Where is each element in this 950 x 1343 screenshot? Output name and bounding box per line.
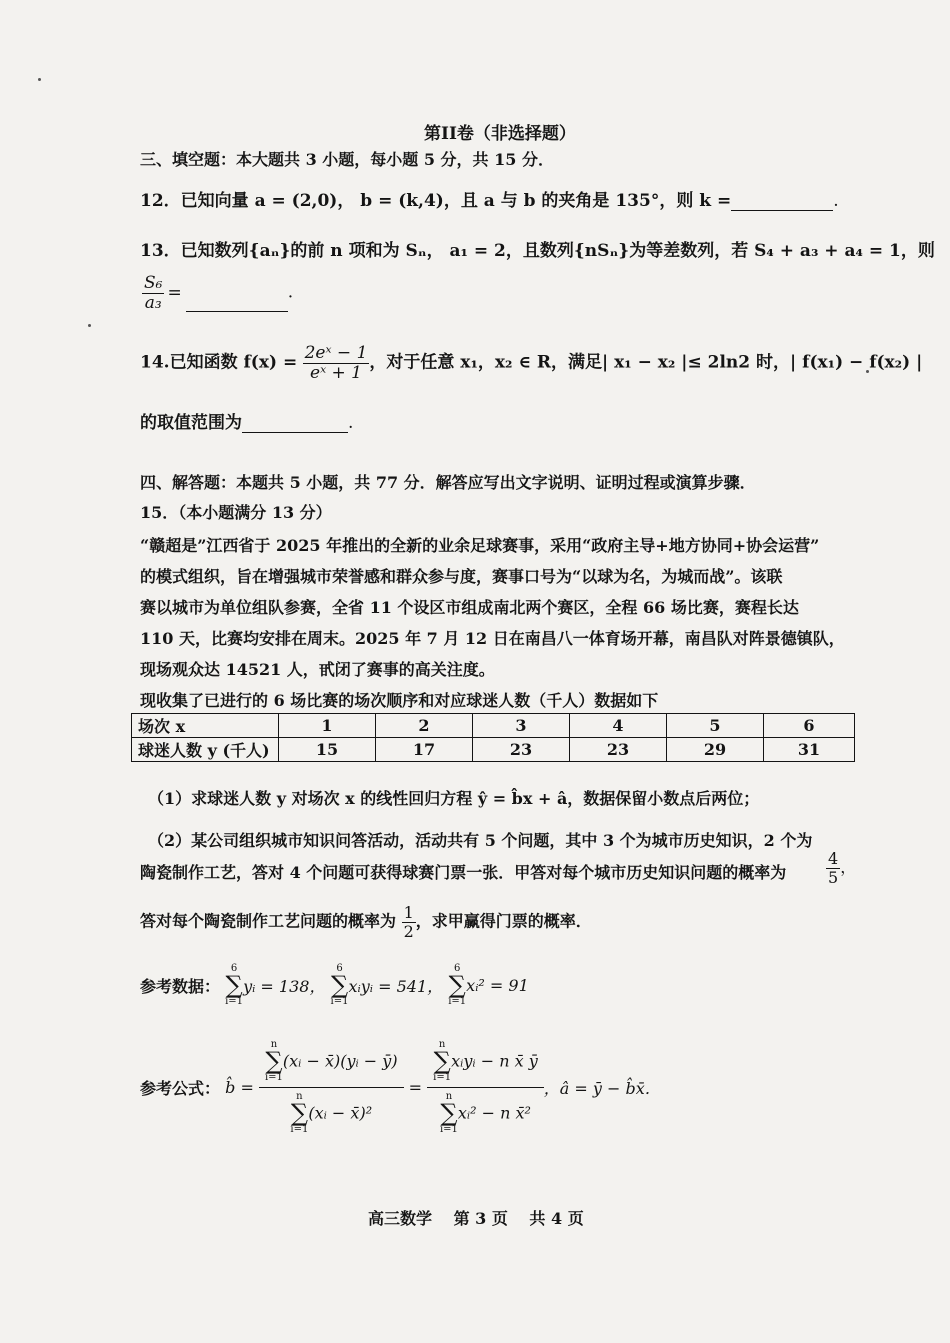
question-13: 13．已知数列{aₙ}的前 n 项和为 Sₙ， a₁ = 2，且数列{nSₙ}为等差数列，若 S₄ + a₃ + a₄ = 1，则 bbox=[140, 241, 935, 261]
part-2-line3: 答对每个陶瓷制作工艺问题的概率为 $\frac{1}{2}$ ，求甲赢得门票的概率． bbox=[140, 903, 592, 941]
data-table bbox=[131, 713, 855, 762]
formula-fraction-1: n ∑ i=1 (xᵢ − x̄)(yᵢ − ȳ) n ∑ i=1 (xᵢ − x̄)² bbox=[259, 1040, 404, 1135]
question-14-line2: 的取值范围为 . bbox=[140, 413, 354, 433]
formula-fraction-2: n ∑ i=1 xᵢyᵢ − n x̄ ȳ n ∑ i=1 xᵢ² − n x̄² bbox=[427, 1040, 544, 1135]
table-cell: 29 bbox=[667, 738, 764, 762]
page-footer: 高三数学 第 3 页 共 4 页 bbox=[368, 1209, 584, 1228]
table-cell: 5 bbox=[667, 714, 764, 738]
prob-history-fraction: $\frac{4}{5}$ ， bbox=[828, 849, 857, 887]
question-15-title: 15．（本小题满分 13 分） bbox=[140, 503, 332, 522]
table-intro: 现收集了已进行的 6 场比赛的场次顺序和对应球迷人数（千人）数据如下 bbox=[140, 691, 659, 710]
sigma-symbol: 6 ∑ i=1 bbox=[330, 963, 349, 1007]
part-2-line2: 陶瓷制作工艺，答对 4 个问题可获得球赛门票一张．甲答对每个城市历史知识问题的概率为 bbox=[140, 863, 787, 882]
table-row-y bbox=[132, 738, 855, 762]
reference-formula: 参考公式： b̂ = n ∑ i=1 (xᵢ − x̄)(yᵢ − ȳ) n ∑ i=1 (xᵢ − x̄)² = n ∑ i=1 xᵢyᵢ − n x̄ ȳ n ∑ i=1 xᵢ² − n x̄² ，â = ȳ − b̂x̄． bbox=[140, 1039, 661, 1135]
table-cell: 23 bbox=[570, 738, 667, 762]
scan-speck bbox=[88, 324, 91, 327]
table-cell: 2 bbox=[376, 714, 473, 738]
table-cell: 17 bbox=[376, 738, 473, 762]
answer-blank-12 bbox=[731, 192, 833, 211]
sigma-symbol: 6 ∑ i=1 bbox=[225, 963, 244, 1007]
question-12: 12．已知向量 a = (2,0)， b = (k,4)，且 a 与 b 的夹角是 135°，则 k = . bbox=[140, 191, 839, 211]
table-cell: 1 bbox=[279, 714, 376, 738]
sigma-symbol: 6 ∑ i=1 bbox=[448, 963, 467, 1007]
section4-header: 四、解答题：本题共 5 小题，共 77 分．解答应写出文字说明、证明过程或演算步骤． bbox=[140, 473, 756, 492]
question-15-passage: “赣超是”江西省于 2025 年推出的全新的业余足球赛事，采用“政府主导+地方协同+协会运营” 的模式组织，旨在增强城市荣誉感和群众参与度，赛事口号为“以球为名，为城而战”。该联 赛以城市为单位组队参赛，全省 11 个设区市组成南北两个赛区，全程 66 场比赛，赛程长达 110 天，比赛均安排在周末。2025 年 7 月 12 日在南昌八一体育场开幕，南昌队对阵景德镇队， 现场观众达 14521 人，甙闭了赛事的高关注度。 bbox=[140, 536, 845, 679]
part-2-line1: （2）某公司组织城市知识问答活动，活动共有 5 个问题，其中 3 个为城市历史知识，2 个为 bbox=[148, 831, 813, 850]
question-14: 14.已知函数 f(x) = $\frac{\text{2eˣ − 1}}{\text{eˣ + 1}}$ ，对于任意 x₁，x₂ ∈ R，满足| x₁ − x₂ |≤ 2ln2 时，| f(x₁) − f(x₂) | bbox=[140, 343, 923, 383]
row-label-y: 球迷人数 y (千人) bbox=[132, 738, 279, 762]
table-cell: 31 bbox=[764, 738, 855, 762]
section3-header: 三、填空题：本大题共 3 小题，每小题 5 分，共 15 分． bbox=[140, 150, 554, 169]
question-13-fraction-line: $\frac{\text{S₆}}{\text{a₃}}$ = . bbox=[144, 273, 294, 313]
table-cell: 6 bbox=[764, 714, 855, 738]
scan-speck bbox=[38, 78, 41, 81]
table-cell: 15 bbox=[279, 738, 376, 762]
table-cell: 3 bbox=[473, 714, 570, 738]
part-title: 第II卷（非选择题） bbox=[424, 124, 576, 144]
function-fraction: $\frac{\text{2eˣ − 1}}{\text{eˣ + 1}}$ bbox=[304, 343, 368, 383]
table-row-x bbox=[132, 714, 855, 738]
table-cell: 23 bbox=[473, 738, 570, 762]
table-cell: 4 bbox=[570, 714, 667, 738]
answer-blank-13 bbox=[186, 293, 288, 312]
s6-over-a3-fraction: $\frac{\text{S₆}}{\text{a₃}}$ bbox=[144, 273, 163, 313]
part-1: （1）求球迷人数 y 对场次 x 的线性回归方程 ŷ = b̂x + â，数据保留小数点后两位； bbox=[148, 789, 760, 808]
answer-blank-14 bbox=[242, 414, 348, 433]
prob-ceramic-fraction: $\frac{1}{2}$ bbox=[403, 903, 414, 941]
row-label-x: 场次 x bbox=[132, 714, 279, 738]
reference-data: 参考数据： 6 ∑ i=1 yᵢ = 138， 6 ∑ i=1 xᵢyᵢ = 541， 6 ∑ i=1 xᵢ² = 91 bbox=[140, 963, 529, 1007]
